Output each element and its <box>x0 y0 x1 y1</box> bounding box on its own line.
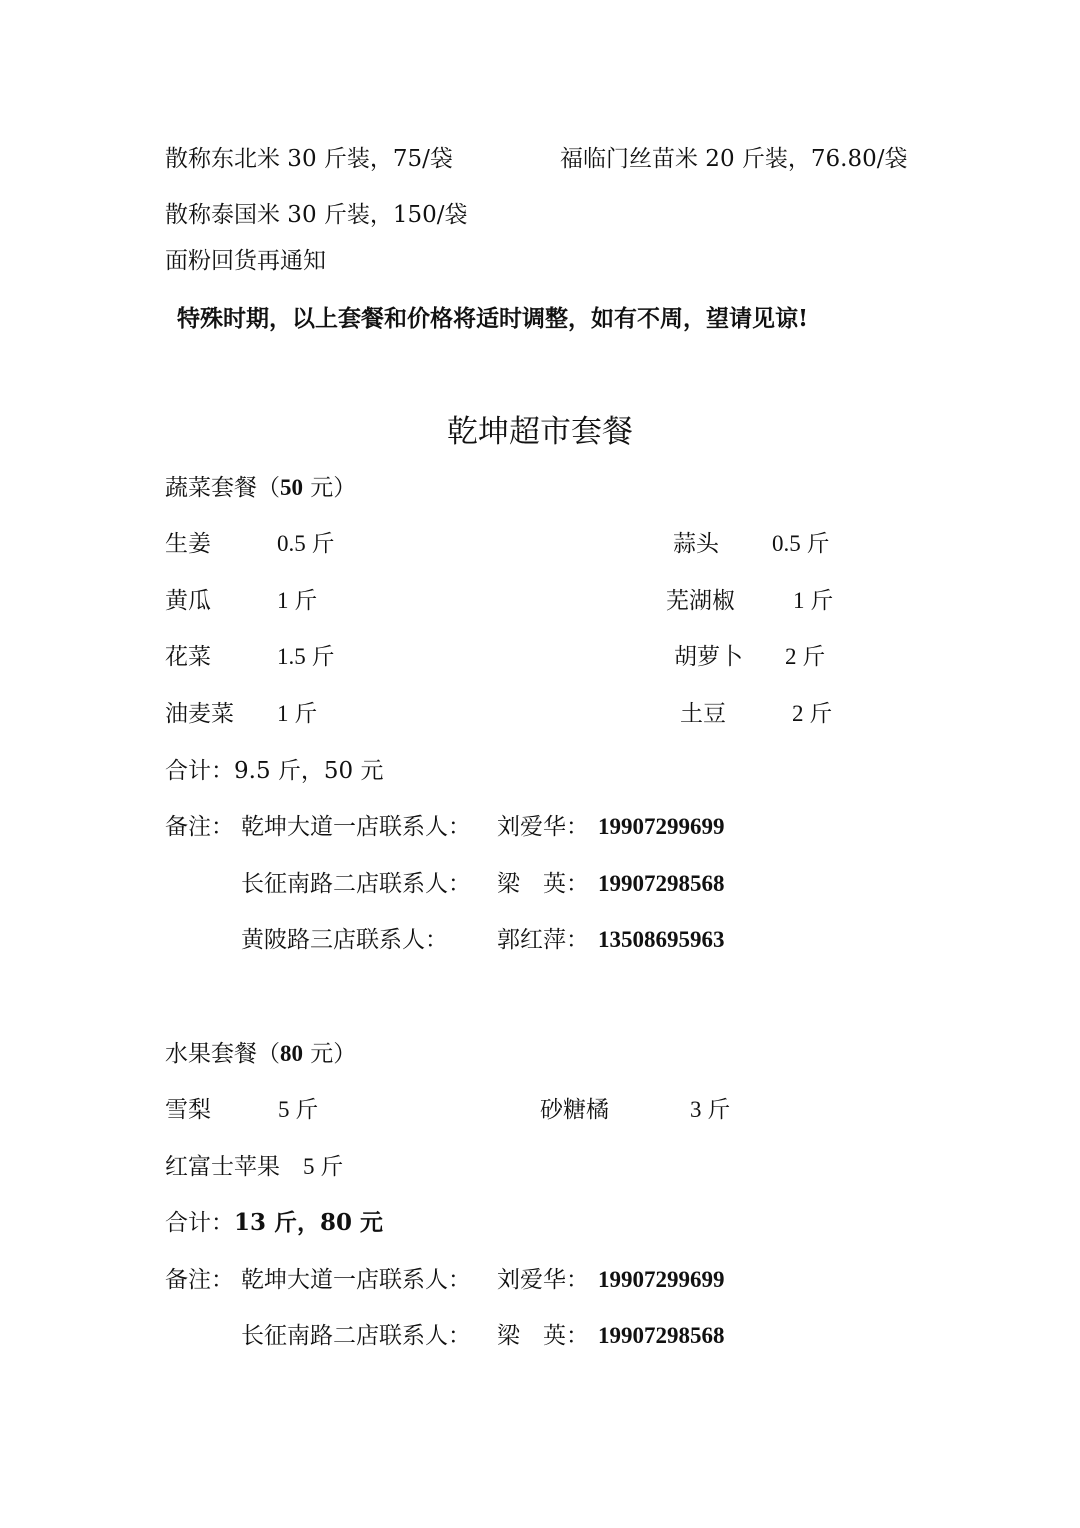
heading-prefix: 蔬菜套餐（ <box>165 475 280 501</box>
contact-store: 长征南路二店联系人： <box>241 1323 471 1349</box>
remark-label: 备注： <box>165 814 234 840</box>
fruit-item-qty: 5 斤 <box>278 1097 319 1122</box>
rice-item-thai: 散称泰国米 30 斤装，150/袋 <box>165 202 468 228</box>
veg-item-name: 生姜 <box>165 531 211 557</box>
remark-label: 备注： <box>165 1267 234 1293</box>
veg-item-name: 蒜头 <box>673 531 719 557</box>
rice-item-northeast: 散称东北米 30 斤装，75/袋 <box>165 146 453 172</box>
vegetable-package-heading <box>165 473 356 503</box>
contact-phone: 19907298568 <box>598 871 725 896</box>
heading-suffix: 元） <box>303 1041 357 1067</box>
veg-item-name: 芜湖椒 <box>666 588 735 614</box>
vegetable-total: 合计：9.5 斤，50 元 <box>165 758 384 784</box>
veg-item-name: 黄瓜 <box>165 588 211 614</box>
veg-item-name: 油麦菜 <box>165 701 234 727</box>
contact-person: 刘爱华： <box>497 1267 589 1293</box>
contact-person: 郭红萍： <box>497 927 589 953</box>
contact-person: 梁 英： <box>497 871 589 897</box>
heading-prefix: 水果套餐（ <box>165 1041 280 1067</box>
special-period-notice: 特殊时期，以上套餐和价格将适时调整，如有不周，望请见谅! <box>177 305 809 332</box>
veg-item-qty: 1 斤 <box>277 701 318 726</box>
veg-item-qty: 1 斤 <box>793 588 834 613</box>
contact-phone: 19907299699 <box>598 814 725 839</box>
contact-phone: 13508695963 <box>598 927 725 952</box>
veg-item-qty: 1 斤 <box>277 588 318 613</box>
veg-item-name: 胡萝卜 <box>674 644 743 670</box>
contact-person: 梁 英： <box>497 1323 589 1349</box>
fruit-total <box>165 1208 383 1238</box>
fruit-package-heading <box>165 1039 356 1069</box>
contact-phone: 19907299699 <box>598 1267 725 1292</box>
fruit-item-name: 红富士苹果 <box>165 1154 280 1180</box>
veg-item-qty: 0.5 斤 <box>277 531 335 556</box>
total-value: 13 斤，80 元 <box>234 1209 384 1236</box>
fruit-item-name: 砂糖橘 <box>540 1097 609 1123</box>
flour-notice: 面粉回货再通知 <box>165 248 326 274</box>
rice-item-fulinmen: 福临门丝苗米 20 斤装，76.80/袋 <box>560 146 908 172</box>
contact-store: 长征南路二店联系人： <box>241 871 471 897</box>
heading-suffix: 元） <box>303 475 357 501</box>
heading-price: 80 <box>280 1041 303 1066</box>
total-label: 合计： <box>165 1210 234 1236</box>
veg-item-qty: 2 斤 <box>792 701 833 726</box>
contact-phone: 19907298568 <box>598 1323 725 1348</box>
fruit-item-name: 雪梨 <box>165 1097 211 1123</box>
veg-item-qty: 0.5 斤 <box>772 531 830 556</box>
contact-store: 乾坤大道一店联系人： <box>241 1267 471 1293</box>
veg-item-qty: 1.5 斤 <box>277 644 335 669</box>
contact-store: 黄陂路三店联系人： <box>241 927 448 953</box>
veg-item-name: 土豆 <box>680 701 726 727</box>
fruit-item-qty: 3 斤 <box>690 1097 731 1122</box>
contact-store: 乾坤大道一店联系人： <box>241 814 471 840</box>
fruit-item-qty: 5 斤 <box>303 1154 344 1179</box>
veg-item-name: 花菜 <box>165 644 211 670</box>
heading-price: 50 <box>280 475 303 500</box>
contact-person: 刘爱华： <box>497 814 589 840</box>
page-title: 乾坤超市套餐 <box>447 414 633 450</box>
veg-item-qty: 2 斤 <box>785 644 826 669</box>
